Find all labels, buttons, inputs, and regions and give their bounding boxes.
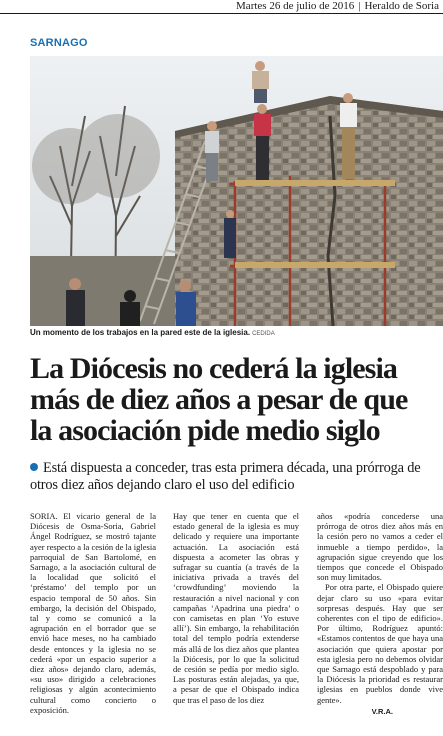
body-column-2 (173, 511, 299, 705)
body-column-3 (317, 511, 443, 717)
headline-line-2: más de diez años a pesar de que (30, 383, 408, 416)
article-photo (30, 56, 443, 326)
article-subhead (30, 460, 443, 494)
church-restoration-photo (30, 56, 443, 326)
article-headline (30, 353, 443, 446)
body-paragraph: años «podría concederse una prórroga de otros diez años más en la cesión pero no vamos a ceder el inmueble a tiempo perdido», la agrupación sigue creyendo que los tiempos que concede el Obispado son muy limitados. (317, 511, 443, 583)
section-tag: SARNAGO (30, 37, 88, 49)
photo-caption-text: Un momento de los trabajos en la pared este de la iglesia. (30, 328, 251, 337)
headline-line-1: La Diócesis no cederá la iglesia (30, 352, 397, 385)
body-paragraph: Por otra parte, el Obispado quiere dejar claro su uso «para evitar sorpresas después. Hay que ser coherentes con el tipo de edificio». Por último, Rodríguez apuntó: «Estamos contentos de que haya una asociación que quiera apostar por esta iglesia pero no debemos olvidar que Sarnago está despoblado y para la Diócesis la prioridad es restaurar iglesias en pueblos donde vive gente». (317, 582, 443, 705)
masthead-publication: Heraldo de Soria (364, 0, 439, 12)
masthead-separator: | (358, 0, 361, 12)
body-paragraph: Hay que tener en cuenta que el estado general de la iglesia es muy delicado y requiere una importante actuación. La asociación está dispuesta a acometer las obras y sufragar su cuantía (a través de la iniciativa privada a través del ‘crowdfunding’ moviendo la restauración a nivel nacional y con campañas ‘Apadrina una piedra’ o con camisetas en plan ‘Yo estuve allí’). Sin embargo, la rehabilitación total del templo podría extenderse más allá de los diez años que plantea la Diócesis, por lo que la solicitud de cesión se pedía por medio siglo. Las posturas están alejadas, ya que, a pesar de que el Obispado indica que tras el paso de los diez (173, 511, 299, 705)
author-signature: V.R.A. (371, 706, 393, 716)
masthead-date: Martes 26 de julio de 2016 (236, 0, 355, 12)
subhead-text: Está dispuesta a conceder, tras esta primera década, una prórroga de otros diez años dejando claro el uso del edificio (30, 460, 421, 493)
blue-dot-bullet-icon (30, 463, 38, 471)
photo-caption (30, 328, 443, 339)
photo-credit: CEDIDA (252, 331, 275, 337)
masthead (0, 0, 443, 14)
article-body (30, 511, 443, 736)
headline-line-3: la asociación pide medio siglo (30, 414, 380, 447)
body-column-1 (30, 511, 156, 715)
body-paragraph: SORIA. El vicario general de la Diócesis de Osma-Soria, Gabriel Ángel Rodríguez, se mostró tajante ayer respecto a la cesión de la iglesia parroquial de San Bartolomé, en Sarnago, a la asociación cultural de la localidad que solicitó el ‘préstamo’ del templo por un espacio temporal de 50 años. Sin embargo, la decisión del Obispado, tal y como se comunicó a la agrupación en el borrador que se envió hace meses, no ha cambiado desde entonces y la iglesia no se cederá «por un espacio superior a diez años» dejando claro, además, «su uso» dirigido a celebraciones religiosas y algún acontecimiento cultural como concierto o exposición. (30, 511, 156, 715)
